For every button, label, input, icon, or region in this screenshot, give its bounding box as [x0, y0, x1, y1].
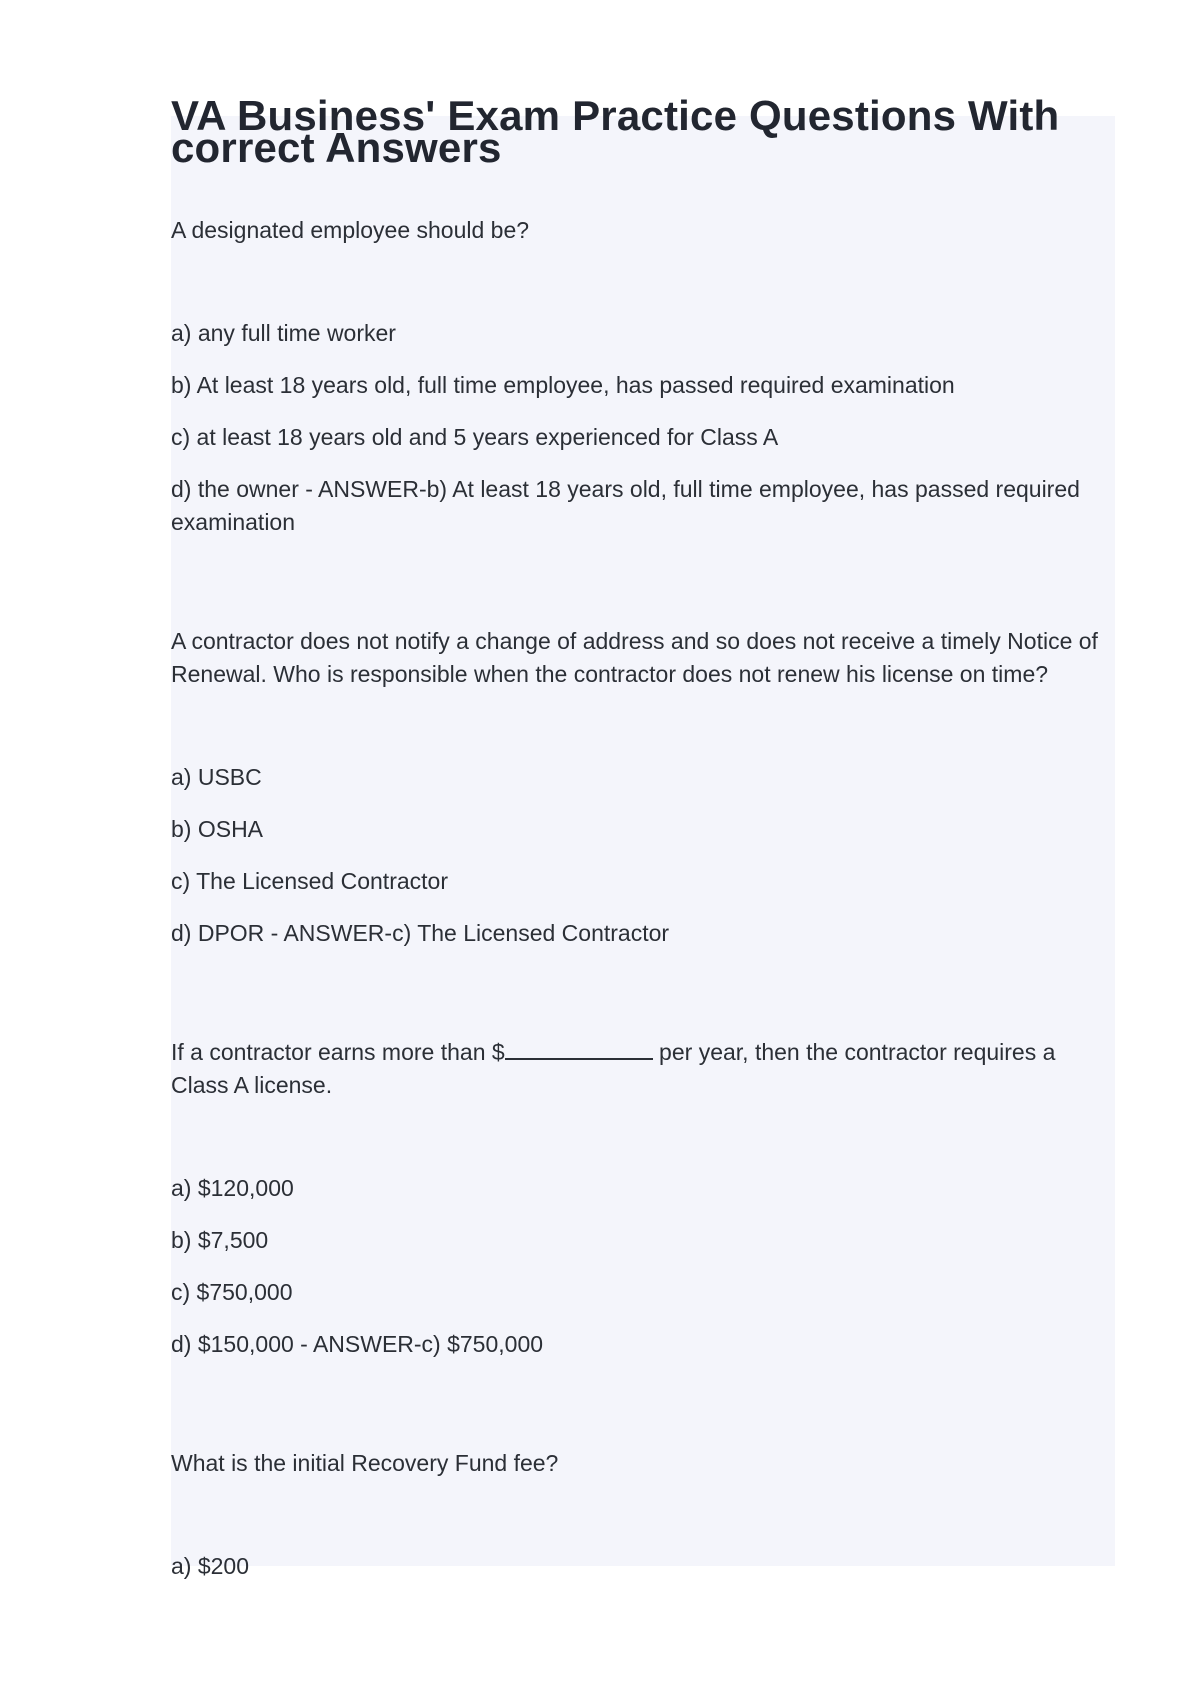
option-a: a) $120,000 — [171, 1175, 294, 1201]
question-block-1 — [171, 214, 1106, 539]
option-a: a) any full time worker — [171, 320, 396, 346]
option-a: a) $200 — [171, 1553, 250, 1579]
option-d-answer: d) the owner - ANSWER-b) At least 18 years old, full time employee, has passed required examination — [171, 476, 1080, 535]
option-a: a) USBC — [171, 764, 262, 790]
document-title: VA Business' Exam Practice Questions With correct Answers — [171, 92, 1060, 171]
option-c: c) $750,000 — [171, 1279, 293, 1305]
option-d-answer: d) DPOR - ANSWER-c) The Licensed Contractor — [171, 920, 670, 946]
document-content — [171, 92, 1106, 1583]
question-text — [171, 1036, 1106, 1102]
option-d-answer: d) $150,000 - ANSWER-c) $750,000 — [171, 1331, 544, 1357]
question-text: A designated employee should be? — [171, 217, 530, 243]
question-text: A contractor does not notify a change of address and so does not receive a timely Notice of Renewal. Who is responsible when the contractor does not renew his license on time? — [171, 628, 1098, 687]
question-block-3 — [171, 1036, 1106, 1361]
question-text-after-blank: per year, then the contractor requires a Class A license. — [171, 1039, 1056, 1098]
fill-in-blank — [505, 1036, 653, 1060]
option-b: b) $7,500 — [171, 1227, 269, 1253]
question-block-4 — [171, 1447, 1106, 1583]
option-b: b) OSHA — [171, 816, 264, 842]
question-text: What is the initial Recovery Fund fee? — [171, 1450, 559, 1476]
option-b: b) At least 18 years old, full time employee, has passed required examination — [171, 372, 955, 398]
question-block-2 — [171, 625, 1106, 950]
question-text-before-blank: If a contractor earns more than $ — [171, 1039, 505, 1065]
option-c: c) The Licensed Contractor — [171, 868, 448, 894]
option-c: c) at least 18 years old and 5 years experienced for Class A — [171, 424, 779, 450]
